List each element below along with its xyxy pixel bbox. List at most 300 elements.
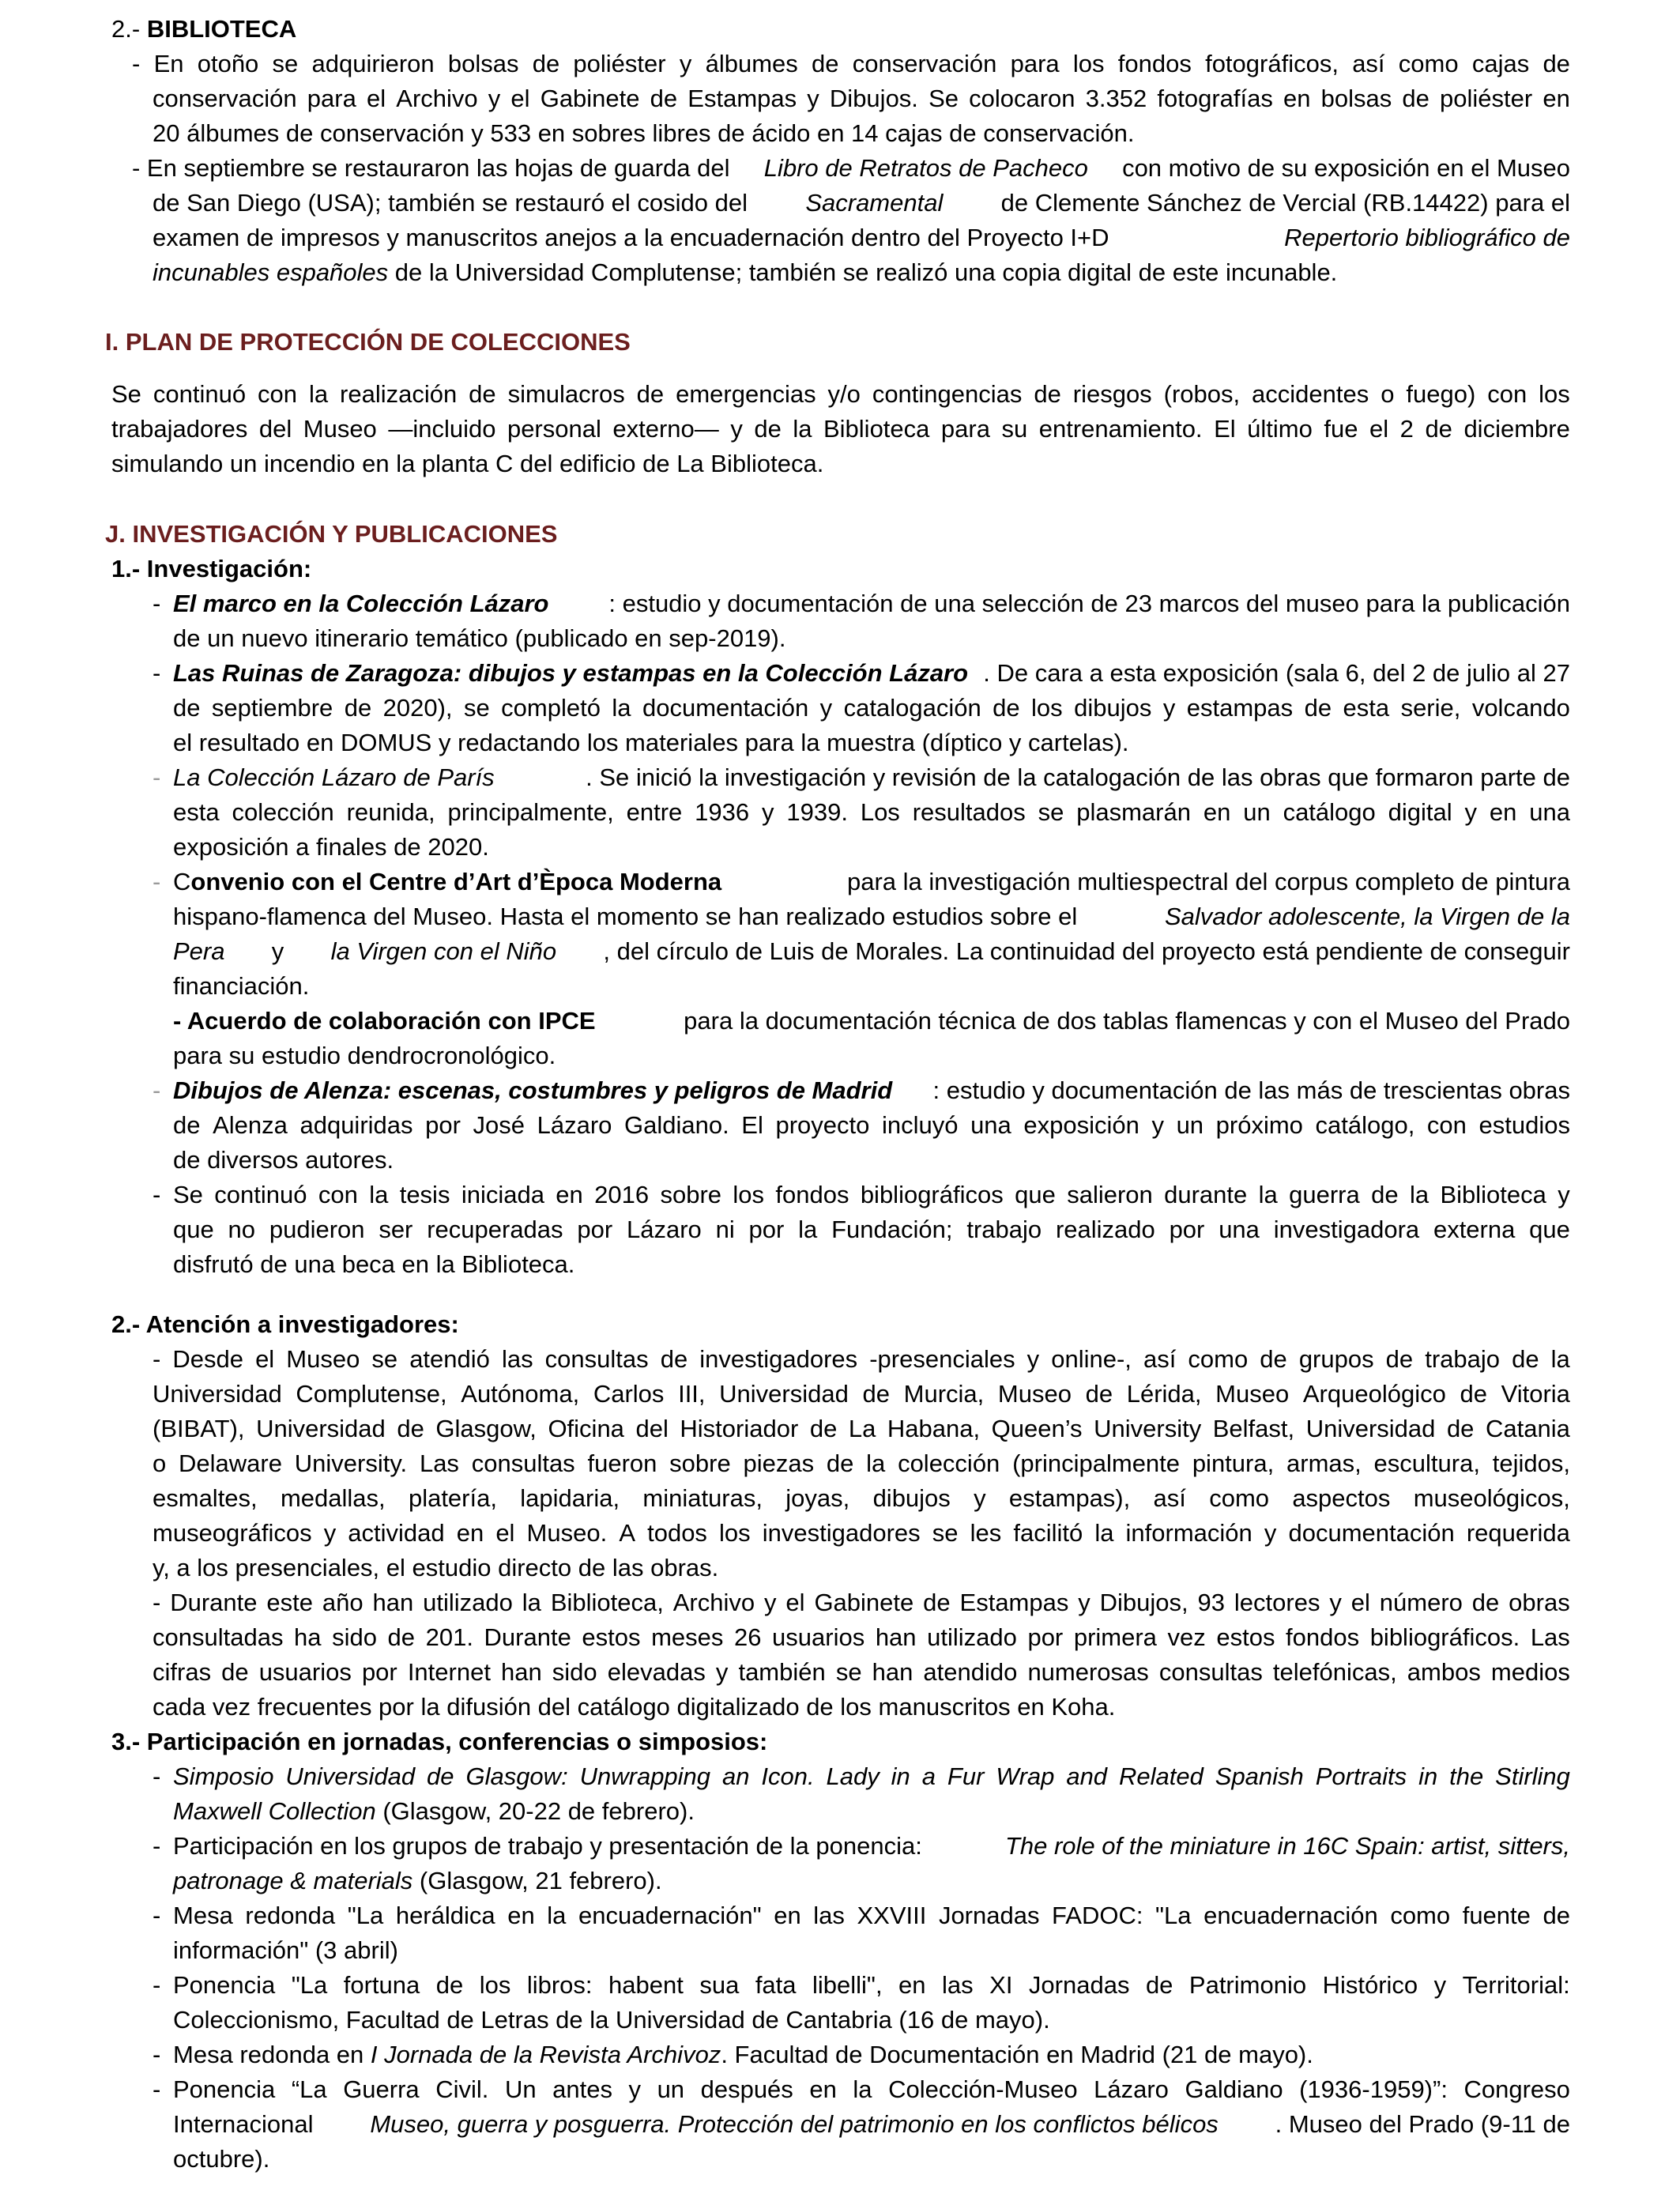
word: (BIBAT), xyxy=(153,1415,245,1442)
word: en xyxy=(556,1181,583,1208)
text-run: para la documentación técnica de dos tablas flamencas y con el Museo del Prado xyxy=(684,1007,1570,1035)
word: fue xyxy=(1324,415,1358,443)
investigacion-item-line xyxy=(173,691,1570,726)
word: proyecto xyxy=(775,1111,870,1139)
word: como xyxy=(1398,50,1459,77)
word: in xyxy=(891,1762,910,1790)
word: Las xyxy=(1530,1623,1570,1651)
word: de xyxy=(1034,380,1061,408)
word: Unwrapping xyxy=(579,1762,711,1790)
word: para xyxy=(940,415,990,443)
word: Biblioteca xyxy=(1440,1181,1546,1208)
participacion-item-line xyxy=(173,1864,662,1898)
word: de xyxy=(1371,1181,1399,1208)
word: y xyxy=(715,1658,729,1686)
word: y xyxy=(807,85,819,112)
word: the xyxy=(1449,1762,1484,1790)
word: de xyxy=(809,1415,838,1442)
word: Biblioteca, xyxy=(550,1589,664,1616)
word: todos xyxy=(647,1519,707,1547)
word: fortuna xyxy=(343,1971,420,1999)
word: elevadas xyxy=(607,1658,706,1686)
word: 201. xyxy=(425,1623,473,1651)
word: "La xyxy=(291,1971,328,1999)
word: han xyxy=(875,1623,917,1651)
word: colocaron xyxy=(969,85,1075,112)
word: por xyxy=(748,1216,785,1243)
word: Catania xyxy=(1485,1415,1570,1442)
word: una xyxy=(1219,1216,1260,1243)
word: y xyxy=(762,798,774,826)
biblioteca-p1-line: 20 álbumes de conservación y 533 en sobres libres de ácido en 14 cajas de conservación. xyxy=(153,119,1135,147)
participacion-item-line xyxy=(173,2038,1313,2072)
word: diciembre xyxy=(1463,415,1570,443)
word: fondos xyxy=(1117,50,1192,77)
word: Murcia, xyxy=(903,1380,985,1408)
atencion-line xyxy=(153,1377,1570,1412)
word: documentación xyxy=(1288,1519,1455,1547)
word: para xyxy=(1010,50,1060,77)
word: y xyxy=(628,2075,642,2103)
word: facilitó xyxy=(1013,1519,1083,1547)
text-run: : estudio y documentación de una selección de 23 marcos del museo para la publicación xyxy=(608,590,1570,617)
word: Civil. xyxy=(435,2075,489,2103)
word: primera xyxy=(1073,1623,1157,1651)
word: entrenamiento. xyxy=(1038,415,1203,443)
investigacion-item-line xyxy=(173,899,1570,934)
word: o xyxy=(153,1449,167,1477)
text-run: para la investigación multiespectral del corpus completo de pintura xyxy=(847,868,1570,895)
word: poliéster xyxy=(573,50,666,77)
word: - xyxy=(153,1589,161,1616)
word: iniciada xyxy=(461,1181,544,1208)
atencion-line xyxy=(153,1516,1570,1551)
word: lapidaria, xyxy=(520,1484,620,1512)
word: de xyxy=(532,50,560,77)
word: reunida, xyxy=(346,798,435,826)
word: por xyxy=(361,1658,397,1686)
word: medios xyxy=(1490,1658,1570,1686)
word: la xyxy=(1550,1345,1570,1373)
word: investigadores xyxy=(762,1519,921,1547)
word: las xyxy=(501,1345,533,1373)
word: de xyxy=(660,1345,688,1373)
participacion-item-line xyxy=(173,2107,1570,2142)
word: de xyxy=(1543,50,1570,77)
word: último xyxy=(1247,415,1313,443)
word: sua xyxy=(699,1971,740,1999)
word: Portraits xyxy=(1315,1762,1407,1790)
word: los xyxy=(1031,694,1063,722)
word: cifras xyxy=(153,1658,212,1686)
word: El xyxy=(741,1111,763,1139)
word: Spanish xyxy=(1215,1762,1304,1790)
word: de xyxy=(221,1658,249,1686)
word: esta xyxy=(173,798,220,826)
word: una xyxy=(1529,798,1570,826)
word: en xyxy=(1283,85,1311,112)
word: conservación xyxy=(852,50,997,77)
word: de xyxy=(1446,1415,1475,1442)
word: bolsas xyxy=(1320,85,1392,112)
word: 1936 xyxy=(695,798,750,826)
word: guerra xyxy=(1289,1181,1360,1208)
word: digital xyxy=(1388,798,1452,826)
atencion-line xyxy=(153,1585,1570,1620)
word: de xyxy=(427,1762,454,1790)
text-run: C xyxy=(173,868,191,895)
word: se xyxy=(463,694,490,722)
section-j-title: J. INVESTIGACIÓN Y PUBLICACIONES xyxy=(105,520,558,548)
investigacion-item-line xyxy=(173,1212,1570,1247)
biblioteca-p2-line xyxy=(153,221,1570,255)
word: se xyxy=(932,1519,959,1547)
word: Guerra xyxy=(343,2075,420,2103)
word: por xyxy=(425,1111,461,1139)
word: vez xyxy=(1167,1623,1206,1651)
word: con xyxy=(1487,380,1527,408)
word: Dibujos. xyxy=(829,85,918,112)
word: investigadores xyxy=(699,1345,858,1373)
word: de xyxy=(1260,1345,1287,1373)
word: en xyxy=(774,1902,801,1929)
investigacion-item-line xyxy=(173,865,1570,899)
investigacion-item-line: de un nuevo itinerario temático (publicado en sep-2019). xyxy=(173,624,786,652)
word: Archivo xyxy=(396,85,478,112)
word: riesgos xyxy=(1072,380,1152,408)
word: investigadora xyxy=(1273,1216,1420,1243)
word: los xyxy=(479,1971,511,1999)
word: José xyxy=(473,1111,525,1139)
word: Desde xyxy=(172,1345,243,1373)
word: en xyxy=(809,2075,837,2103)
word: plasmarán xyxy=(1076,798,1191,826)
word: de xyxy=(173,1111,201,1139)
word: 2 xyxy=(1399,415,1414,443)
word: Glasgow: xyxy=(465,1762,568,1790)
word: atendido xyxy=(923,1658,1018,1686)
word: continuó xyxy=(214,1181,307,1208)
word: el xyxy=(1350,1589,1370,1616)
word: como xyxy=(1209,1484,1270,1512)
section-i-line xyxy=(111,377,1570,412)
word: Galdiano. xyxy=(623,1111,729,1139)
word: cajas xyxy=(1471,50,1530,77)
word: University xyxy=(1094,1415,1202,1442)
atencion-line xyxy=(153,1446,1570,1481)
biblioteca-number: 2.- xyxy=(111,15,141,43)
word: ser xyxy=(379,1216,413,1243)
word: consultas xyxy=(544,1345,649,1373)
word: de xyxy=(387,1623,416,1651)
atencion-line: cada vez frecuentes por la difusión del catálogo digitalizado de los manuscritos en Koha. xyxy=(153,1693,1116,1721)
word: realizado xyxy=(1055,1216,1155,1243)
text-run: . De cara a esta exposición (sala 6, del 2 de julio al 27 xyxy=(983,659,1570,687)
word: en xyxy=(898,1971,926,1999)
text-run: de Clemente Sánchez de Vercial (RB.14422) para el xyxy=(1000,189,1570,217)
word: Se xyxy=(111,380,141,408)
word: El xyxy=(1214,415,1236,443)
word: sobre xyxy=(660,1181,722,1208)
word: Durante xyxy=(170,1589,258,1616)
word: de xyxy=(1543,1902,1570,1929)
word: de xyxy=(923,1589,951,1616)
word: en xyxy=(456,1519,484,1547)
investigacion-item-line xyxy=(173,656,1570,691)
section-i-line xyxy=(111,412,1570,447)
word: redonda xyxy=(245,1902,336,1929)
word: pintura, xyxy=(1192,1449,1275,1477)
word: y xyxy=(1329,1589,1342,1616)
word: externo— xyxy=(612,415,719,443)
word: la xyxy=(1409,1181,1430,1208)
word: Se xyxy=(929,85,959,112)
word: una xyxy=(970,1111,1011,1139)
word: Queen’s xyxy=(991,1415,1083,1442)
word: les xyxy=(970,1519,1002,1547)
list-dash: - xyxy=(153,1971,161,1999)
word: número xyxy=(1379,1589,1463,1616)
atencion-line xyxy=(153,1412,1570,1446)
word: de xyxy=(1145,1971,1173,1999)
word: Las xyxy=(419,1449,459,1477)
word: como xyxy=(1390,1902,1451,1929)
word: la xyxy=(853,2075,872,2103)
word: consultadas xyxy=(153,1623,284,1651)
item-title-bold: - Acuerdo de colaboración con IPCE xyxy=(173,1007,596,1035)
word: armas, xyxy=(1286,1449,1362,1477)
word: Fur xyxy=(947,1762,985,1790)
word: contingencias xyxy=(872,380,1023,408)
word: Congreso xyxy=(1463,2075,1570,2103)
word: de xyxy=(993,694,1020,722)
word: han xyxy=(372,1589,414,1616)
participacion-item-line: información" (3 abril) xyxy=(173,1936,398,1964)
word: an xyxy=(721,1762,750,1790)
text-run: Internacional xyxy=(173,2110,314,2138)
word: Museo xyxy=(286,1345,360,1373)
atencion-line xyxy=(153,1481,1570,1516)
word: Delaware xyxy=(179,1449,282,1477)
word: año xyxy=(322,1589,363,1616)
participacion-item-line xyxy=(173,1968,1570,2003)
word: se xyxy=(835,1658,862,1686)
text-run: , del círculo de Luis de Morales. La continuidad del proyecto está pendiente de conseguir xyxy=(603,937,1570,965)
word: así xyxy=(1153,1484,1186,1512)
word: Autónoma, xyxy=(461,1380,580,1408)
word: fata xyxy=(755,1971,797,1999)
section-i-title: I. PLAN DE PROTECCIÓN DE COLECCIONES xyxy=(105,328,631,356)
word: dibujos xyxy=(872,1484,951,1512)
word: el xyxy=(366,85,386,112)
word: sobre xyxy=(669,1449,731,1477)
word: heráldica xyxy=(395,1902,495,1929)
item-title xyxy=(173,865,721,899)
section-i-line: simulando un incendio en la planta C del edificio de La Biblioteca. xyxy=(111,450,824,477)
word: colección xyxy=(898,1449,1000,1477)
word: Fundación; xyxy=(831,1216,953,1243)
word: "La xyxy=(347,1902,384,1929)
word: de xyxy=(344,694,372,722)
text-run: con motivo de su exposición en el Museo xyxy=(1122,154,1570,182)
text-run: de la Universidad Complutense; también se realizó una copia digital de este incunable. xyxy=(394,258,1338,286)
word: atendió xyxy=(409,1345,490,1373)
word: Museo. xyxy=(526,1519,608,1547)
word: de xyxy=(650,85,678,112)
list-dash: - xyxy=(153,659,161,687)
word: "La xyxy=(1155,1902,1192,1929)
word: Jornadas xyxy=(1028,1971,1130,1999)
word: habent xyxy=(608,1971,684,1999)
word: de xyxy=(1085,1380,1113,1408)
word: trabajo xyxy=(1425,1345,1501,1373)
atencion-heading: 2.- Atención a investigadores: xyxy=(111,1310,459,1338)
investigacion-item-line: financiación. xyxy=(173,972,310,1000)
word: se xyxy=(1038,798,1064,826)
word: - xyxy=(153,1345,161,1373)
word: la xyxy=(308,380,329,408)
word: fuego) xyxy=(1406,380,1476,408)
word: incluyó xyxy=(881,1111,959,1139)
word: Universidad xyxy=(1305,1415,1436,1442)
list-dash: - xyxy=(153,1076,161,1104)
item-title: La Colección Lázaro de París xyxy=(173,763,495,791)
atencion-line xyxy=(153,1655,1570,1690)
word: Lázaro xyxy=(1094,2075,1169,2103)
word: Universidad xyxy=(153,1380,282,1408)
project-title: incunables españoles xyxy=(153,258,389,286)
word: fotográficos, xyxy=(1205,50,1339,77)
text-run: : estudio y documentación de las más de trescientas obras xyxy=(932,1076,1570,1104)
word: medallas, xyxy=(280,1484,386,1512)
word: el xyxy=(255,1345,275,1373)
word: completó xyxy=(501,694,601,722)
word: de xyxy=(173,694,201,722)
investigacion-item-line xyxy=(173,586,1570,621)
word: a xyxy=(921,1762,936,1790)
word: requerida xyxy=(1466,1519,1570,1547)
word: University. xyxy=(294,1449,408,1477)
text-run: . Facultad de Documentación en Madrid (21 de mayo). xyxy=(721,2041,1313,2068)
word: fondos xyxy=(775,1181,849,1208)
word: Universidad xyxy=(285,1762,416,1790)
word: por xyxy=(577,1216,613,1243)
word: usuarios xyxy=(772,1623,865,1651)
word: y xyxy=(1558,1181,1570,1208)
word: Jornadas xyxy=(938,1902,1040,1929)
word: los xyxy=(733,1181,765,1208)
word: Oficina xyxy=(548,1415,624,1442)
word: fuente xyxy=(1462,1902,1531,1929)
item-title-bold: onvenio con el Centre d’Art d’Època Moderna xyxy=(190,868,722,895)
word: and xyxy=(1066,1762,1108,1790)
word: estos xyxy=(1216,1623,1275,1651)
word: la xyxy=(612,694,631,722)
word: Complutense, xyxy=(296,1380,447,1408)
word: Icon. xyxy=(761,1762,815,1790)
word: Galdiano xyxy=(1185,2075,1283,2103)
investigacion-item-line xyxy=(173,1004,1570,1039)
text-run: y xyxy=(271,937,284,965)
word: Habana, xyxy=(887,1415,981,1442)
word: esta xyxy=(1343,694,1390,722)
word: estudios xyxy=(1478,1111,1570,1139)
word: la xyxy=(798,1216,818,1243)
word: Lázaro xyxy=(537,1111,612,1139)
word: la xyxy=(522,1589,541,1616)
word: adquirieron xyxy=(311,50,435,77)
word: que xyxy=(173,1216,214,1243)
word: y xyxy=(1464,798,1478,826)
biblioteca-p1-line xyxy=(153,81,1570,116)
talk-title: patronage & materials xyxy=(173,1867,413,1894)
word: y xyxy=(1433,1971,1447,1999)
word: así xyxy=(1352,50,1385,77)
word: durante xyxy=(1164,1181,1248,1208)
word: de xyxy=(1425,415,1452,443)
word: tejidos, xyxy=(1492,1449,1570,1477)
text-run: Mesa redonda en xyxy=(173,2041,364,2068)
word: 3.352 xyxy=(1085,85,1147,112)
list-dash: - xyxy=(153,1181,161,1208)
word: Estampas xyxy=(959,1589,1069,1616)
word: las xyxy=(942,1971,974,1999)
word: el xyxy=(1369,415,1389,443)
word: entre xyxy=(626,798,683,826)
word: la xyxy=(369,1181,389,1208)
word: —incluido xyxy=(388,415,496,443)
word: FADOC: xyxy=(1052,1902,1143,1929)
word: y xyxy=(764,1589,777,1616)
word: en xyxy=(1203,798,1231,826)
biblioteca-p2-line xyxy=(153,186,1570,221)
word: trabajo xyxy=(966,1216,1042,1243)
participacion-item-line xyxy=(173,1794,695,1829)
word: catálogo, xyxy=(1315,1111,1415,1139)
word: la xyxy=(1094,1519,1114,1547)
word: Internet xyxy=(407,1658,491,1686)
word: con xyxy=(258,380,297,408)
word: in xyxy=(1418,1762,1438,1790)
word: otoño xyxy=(197,50,259,77)
word: museológicos, xyxy=(1413,1484,1570,1512)
word: exposición xyxy=(1023,1111,1139,1139)
investigacion-item-line: exposición a finales de 2020. xyxy=(173,833,489,861)
investigacion-item-line xyxy=(173,934,1570,969)
word: utilizado xyxy=(423,1589,513,1616)
text-run: Participación en los grupos de trabajo y presentación de la ponencia: xyxy=(173,1832,922,1860)
investigacion-item-line xyxy=(173,1108,1570,1143)
word: Glasgow, xyxy=(435,1415,537,1442)
word: los xyxy=(719,1519,751,1547)
investigacion-item-line: el resultado en DOMUS y redactando los materiales para la muestra (díptico y cartelas). xyxy=(173,729,1129,756)
word: Durante xyxy=(484,1623,571,1651)
word: este xyxy=(266,1589,314,1616)
word: Vitoria xyxy=(1501,1380,1570,1408)
word: bibliográficos. xyxy=(1369,1623,1520,1651)
word: 2020), xyxy=(382,694,453,722)
word: el xyxy=(510,85,530,112)
word: estos xyxy=(582,1623,641,1651)
word: online-, xyxy=(1051,1345,1132,1373)
word: Museo xyxy=(997,1380,1072,1408)
participacion-item-line xyxy=(173,2072,1570,2107)
word: el xyxy=(785,1589,805,1616)
word: Archivo xyxy=(672,1589,755,1616)
word: las xyxy=(813,1902,845,1929)
word: platería, xyxy=(408,1484,497,1512)
text-run: de San Diego (USA); también se restauró el cosido del xyxy=(153,189,748,217)
